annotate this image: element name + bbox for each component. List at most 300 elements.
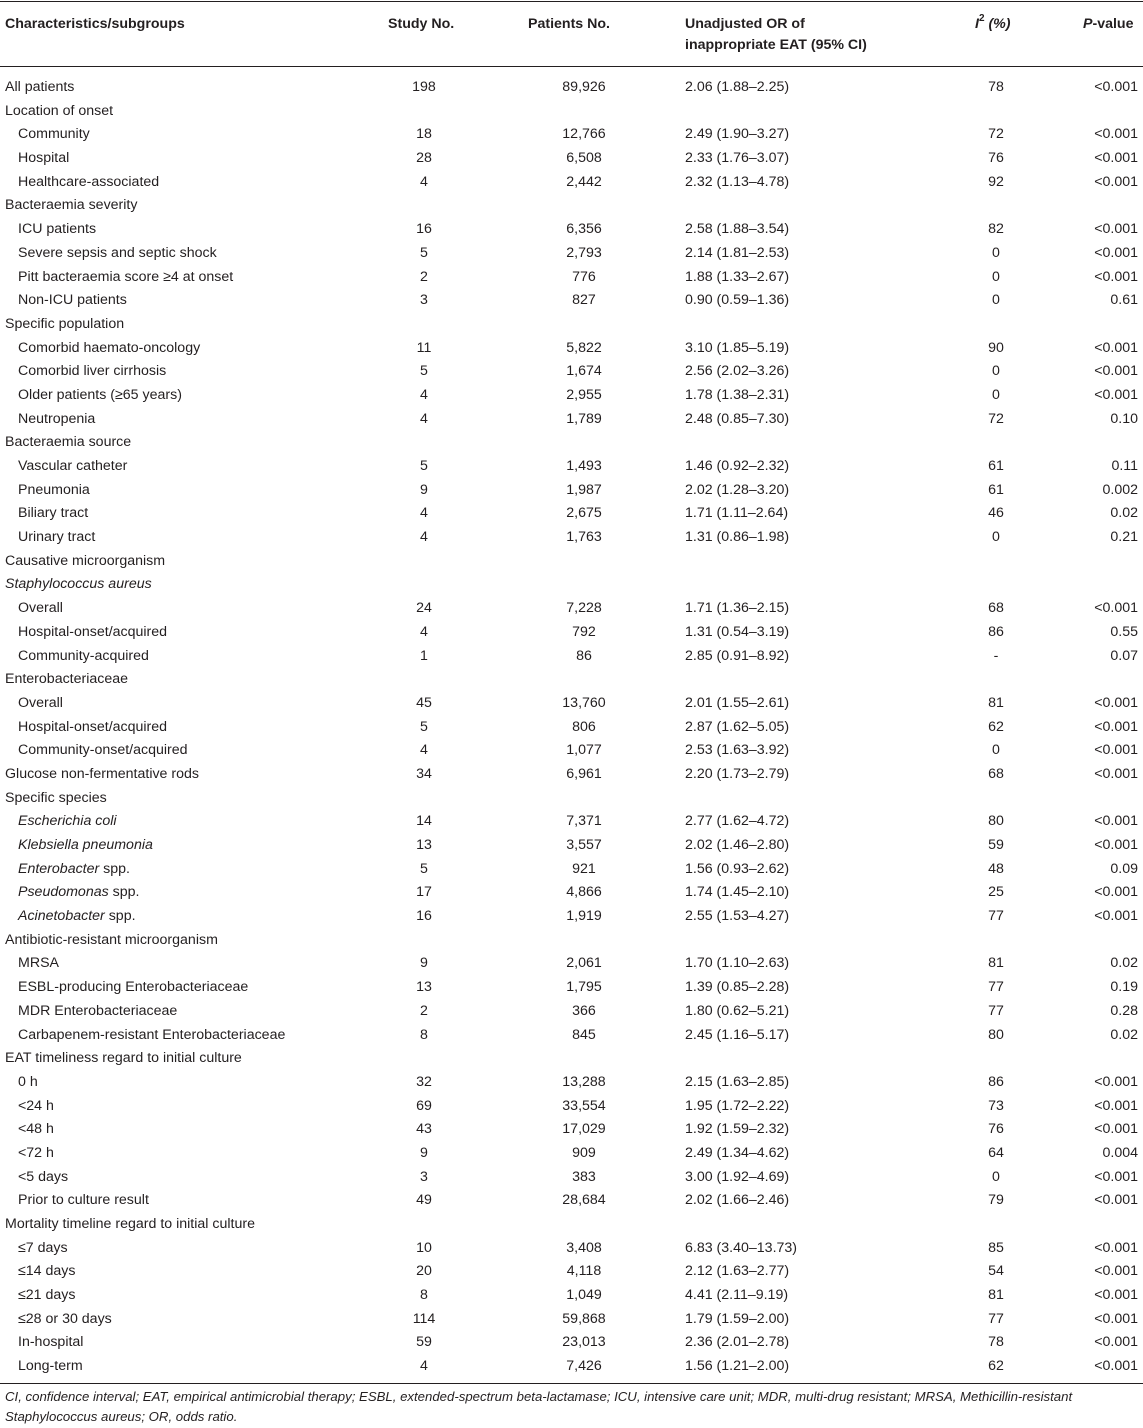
row-label-text: EAT timeliness regard to initial culture — [5, 1050, 242, 1067]
header-characteristics: Characteristics/subgroups — [5, 16, 185, 32]
cell-study-no: 20 — [416, 1263, 432, 1280]
cell-study-no: 1 — [420, 647, 428, 664]
row-label — [18, 716, 167, 740]
cell-p-value: <0.001 — [1094, 718, 1138, 735]
row-label-text: 0 h — [18, 1073, 38, 1090]
row-label-text: Non-ICU patients — [18, 292, 127, 309]
table-row — [0, 1000, 1143, 1024]
cell-unadjusted-or: 0.90 (0.59–1.36) — [685, 292, 790, 309]
cell-unadjusted-or: 1.71 (1.36–2.15) — [685, 600, 790, 617]
cell-study-no: 18 — [416, 126, 432, 143]
cell-p-value: <0.001 — [1094, 79, 1138, 95]
cell-p-value: <0.001 — [1094, 244, 1138, 261]
cell-unadjusted-or: 2.56 (2.02–3.26) — [685, 363, 790, 380]
cell-i2: 48 — [988, 860, 1004, 877]
table-row — [0, 1284, 1143, 1308]
table-row — [0, 550, 1143, 574]
cell-i2: 61 — [988, 458, 1004, 474]
cell-study-no: 32 — [416, 1073, 432, 1090]
cell-p-value: 0.21 — [1110, 529, 1138, 546]
cell-p-value: 0.61 — [1110, 292, 1138, 309]
cell-study-no: 4 — [420, 410, 428, 427]
cell-study-no: 9 — [420, 955, 428, 972]
row-label — [5, 431, 131, 455]
cell-p-value: 0.02 — [1110, 505, 1138, 522]
cell-study-no: 69 — [416, 1097, 432, 1114]
table-row — [0, 502, 1143, 526]
cell-unadjusted-or: 1.39 (0.85–2.28) — [685, 979, 790, 996]
cell-i2: 62 — [988, 1358, 1004, 1375]
header-patients-no: Patients No. — [528, 16, 610, 32]
cell-p-value: <0.001 — [1094, 1287, 1138, 1304]
cell-unadjusted-or: 2.14 (1.81–2.53) — [685, 244, 790, 261]
cell-unadjusted-or: 2.01 (1.55–2.61) — [685, 694, 790, 711]
cell-patients-no: 1,077 — [566, 742, 602, 759]
row-label — [18, 881, 139, 905]
row-label — [18, 408, 95, 432]
row-label-text: In-hospital — [18, 1334, 84, 1351]
cell-p-value: <0.001 — [1094, 813, 1138, 830]
cell-unadjusted-or: 2.20 (1.73–2.79) — [685, 765, 790, 782]
row-label-text: Glucose non-fermentative rods — [5, 765, 199, 782]
cell-p-value: <0.001 — [1094, 1358, 1138, 1375]
table-row — [0, 929, 1143, 953]
cell-unadjusted-or: 1.80 (0.62–5.21) — [685, 1002, 790, 1019]
row-label-text: Urinary tract — [18, 529, 96, 546]
table-row — [0, 716, 1143, 740]
cell-i2: - — [993, 647, 999, 664]
cell-patients-no: 2,955 — [566, 386, 602, 403]
cell-p-value: <0.001 — [1094, 126, 1138, 143]
cell-study-no: 24 — [416, 600, 432, 617]
cell-p-value: <0.001 — [1094, 1239, 1138, 1256]
row-label — [18, 218, 96, 242]
cell-p-value: <0.001 — [1094, 765, 1138, 782]
cell-unadjusted-or: 2.32 (1.13–4.78) — [685, 173, 790, 190]
row-label-text: Hospital-onset/acquired — [18, 623, 168, 640]
cell-study-no: 13 — [416, 837, 432, 853]
cell-unadjusted-or: 1.31 (0.54–3.19) — [685, 623, 790, 640]
cell-patients-no: 845 — [572, 1026, 596, 1043]
row-label — [18, 123, 90, 147]
header-or-line1: Unadjusted OR of — [685, 16, 805, 32]
cell-patients-no: 7,426 — [566, 1358, 602, 1375]
cell-i2: 68 — [988, 765, 1004, 782]
header-p-value — [1083, 14, 1133, 35]
row-label-text: Community — [18, 126, 90, 143]
cell-unadjusted-or: 4.41 (2.11–9.19) — [685, 1287, 789, 1304]
cell-i2: 78 — [988, 79, 1004, 95]
cell-study-no: 45 — [416, 694, 432, 711]
row-label-suffix: spp. — [99, 860, 130, 877]
row-label-text: ≤7 days — [18, 1239, 68, 1256]
cell-study-no: 9 — [420, 481, 428, 498]
cell-patients-no: 1,919 — [566, 908, 602, 925]
table-row — [0, 1047, 1143, 1071]
cell-i2: 46 — [988, 505, 1004, 522]
cell-patients-no: 2,442 — [566, 173, 602, 190]
table-row — [0, 1213, 1143, 1237]
row-label-suffix: spp. — [104, 908, 136, 925]
row-label — [18, 1142, 54, 1166]
row-label-text: MRSA — [18, 955, 59, 972]
row-label-text: ICU patients — [18, 221, 97, 238]
row-label-text: Carbapenem-resistant Enterobacteriaceae — [18, 1026, 286, 1043]
cell-patients-no: 6,508 — [566, 150, 602, 167]
row-label — [18, 1024, 285, 1048]
cell-p-value: <0.001 — [1094, 694, 1138, 711]
cell-i2: 90 — [988, 339, 1004, 356]
row-label — [18, 1095, 54, 1119]
cell-study-no: 49 — [416, 1192, 432, 1209]
cell-study-no: 2 — [420, 268, 428, 285]
cell-i2: 82 — [988, 221, 1004, 238]
table-row — [0, 905, 1143, 929]
cell-i2: 77 — [988, 1310, 1004, 1327]
table-row — [0, 810, 1143, 834]
table-row — [0, 692, 1143, 716]
cell-study-no: 3 — [420, 1168, 428, 1185]
cell-patients-no: 7,228 — [566, 600, 602, 617]
row-label-text: Pneumonia — [18, 481, 90, 498]
cell-unadjusted-or: 2.12 (1.63–2.77) — [685, 1263, 790, 1280]
cell-unadjusted-or: 2.49 (1.34–4.62) — [685, 1144, 790, 1161]
row-label — [5, 668, 128, 692]
row-label-text: <5 days — [18, 1168, 69, 1185]
cell-i2: 0 — [992, 363, 1000, 380]
cell-i2: 81 — [988, 1287, 1004, 1304]
header-p-rest: -value — [1092, 16, 1134, 32]
cell-study-no: 198 — [412, 79, 436, 95]
table-row — [0, 337, 1143, 361]
cell-i2: 79 — [988, 1192, 1004, 1209]
row-label — [5, 787, 107, 811]
cell-patients-no: 806 — [572, 718, 596, 735]
row-label — [18, 1071, 38, 1095]
cell-study-no: 34 — [416, 765, 432, 782]
row-label — [18, 1284, 75, 1308]
cell-unadjusted-or: 2.49 (1.90–3.27) — [685, 126, 790, 143]
table-row — [0, 1237, 1143, 1261]
cell-unadjusted-or: 2.36 (2.01–2.78) — [685, 1334, 790, 1351]
cell-i2: 76 — [988, 1121, 1004, 1138]
cell-study-no: 8 — [420, 1026, 428, 1043]
cell-unadjusted-or: 2.55 (1.53–4.27) — [685, 908, 790, 925]
cell-patients-no: 6,961 — [566, 765, 602, 782]
cell-patients-no: 776 — [572, 268, 596, 285]
row-label — [18, 1260, 75, 1284]
cell-study-no: 4 — [420, 1358, 428, 1375]
table-row — [0, 1166, 1143, 1190]
cell-i2: 72 — [988, 410, 1004, 427]
row-label-text: Location of onset — [5, 102, 114, 119]
row-label — [18, 479, 90, 503]
cell-patients-no: 28,684 — [562, 1192, 606, 1209]
row-label-text: Severe sepsis and septic shock — [18, 244, 217, 261]
cell-patients-no: 2,675 — [566, 505, 602, 522]
table-row — [0, 408, 1143, 432]
table-row — [0, 123, 1143, 147]
row-label — [18, 597, 63, 621]
cell-p-value: 0.55 — [1110, 623, 1138, 640]
cell-study-no: 11 — [416, 339, 432, 356]
row-label-text: Specific population — [5, 315, 125, 332]
row-label — [18, 858, 130, 882]
cell-study-no: 14 — [416, 813, 432, 830]
row-label — [18, 952, 59, 976]
cell-patients-no: 2,793 — [566, 244, 602, 261]
row-label-text: Overall — [18, 694, 63, 711]
cell-unadjusted-or: 1.95 (1.72–2.22) — [685, 1097, 790, 1114]
cell-unadjusted-or: 1.46 (0.92–2.32) — [685, 458, 790, 474]
row-label-text: Acinetobacter — [18, 908, 105, 925]
cell-i2: 80 — [988, 813, 1004, 830]
cell-patients-no: 1,763 — [566, 529, 602, 546]
cell-p-value: <0.001 — [1094, 600, 1138, 617]
row-label — [18, 1355, 83, 1379]
cell-p-value: 0.002 — [1102, 481, 1138, 498]
row-label — [18, 526, 95, 550]
row-label-text: <48 h — [18, 1121, 54, 1138]
row-label — [5, 1213, 255, 1237]
cell-patients-no: 86 — [576, 647, 592, 664]
cell-p-value: 0.02 — [1110, 955, 1138, 972]
table-row — [0, 384, 1143, 408]
cell-p-value: <0.001 — [1094, 339, 1138, 356]
cell-study-no: 5 — [420, 718, 428, 735]
row-label-text: Staphylococcus aureus — [5, 576, 152, 593]
cell-p-value: <0.001 — [1094, 386, 1138, 403]
table-row — [0, 573, 1143, 597]
cell-patients-no: 792 — [572, 623, 596, 640]
table-footnote: CI, confidence interval; EAT, empirical antimicrobial therapy; ESBL, extended-spectrum beta-lactamase; ICU, intensive care unit; MDR, multi-drug resistant; MRSA, Methicillin-resistant Staphylococcus aureus; OR, odds ratio. — [5, 1389, 1073, 1424]
cell-unadjusted-or: 1.70 (1.10–2.63) — [685, 955, 790, 972]
table-row — [0, 100, 1143, 124]
table-row — [0, 1118, 1143, 1142]
table-row — [0, 266, 1143, 290]
cell-p-value: <0.001 — [1094, 150, 1138, 167]
cell-patients-no: 23,013 — [562, 1334, 606, 1351]
cell-unadjusted-or: 2.02 (1.66–2.46) — [685, 1192, 790, 1209]
row-label — [18, 289, 127, 313]
cell-study-no: 4 — [420, 505, 428, 522]
table-row — [0, 1355, 1143, 1379]
row-label-text: Pitt bacteraemia score ≥4 at onset — [18, 268, 234, 285]
table-row — [0, 1331, 1143, 1355]
cell-i2: 86 — [988, 623, 1004, 640]
table-body — [0, 76, 1143, 1379]
cell-p-value: <0.001 — [1094, 884, 1138, 901]
table-row — [0, 621, 1143, 645]
row-label — [18, 502, 88, 526]
row-label — [18, 1166, 68, 1190]
cell-patients-no: 12,766 — [562, 126, 606, 143]
cell-study-no: 13 — [416, 979, 432, 996]
cell-p-value: <0.001 — [1094, 1263, 1138, 1280]
cell-i2: 54 — [988, 1263, 1004, 1280]
table-row — [0, 1260, 1143, 1284]
row-label-text: <72 h — [18, 1144, 54, 1161]
cell-i2: 76 — [988, 150, 1004, 167]
cell-patients-no: 4,866 — [566, 884, 602, 901]
cell-i2: 72 — [988, 126, 1004, 143]
cell-patients-no: 1,795 — [566, 979, 602, 996]
cell-patients-no: 5,822 — [566, 339, 602, 356]
row-label-text: Mortality timeline regard to initial culture — [5, 1216, 255, 1232]
cell-i2: 86 — [988, 1073, 1004, 1090]
cell-unadjusted-or: 1.56 (1.21–2.00) — [685, 1358, 790, 1375]
row-label — [18, 384, 182, 408]
table-header-rule — [0, 66, 1143, 67]
cell-i2: 77 — [988, 1002, 1004, 1019]
cell-patients-no: 1,049 — [566, 1287, 602, 1304]
table-row — [0, 787, 1143, 811]
row-label-text: Escherichia coli — [18, 813, 117, 830]
table-row — [0, 194, 1143, 218]
header-i2-symbol: I — [975, 16, 979, 32]
cell-unadjusted-or: 2.02 (1.46–2.80) — [685, 837, 790, 853]
row-label — [18, 905, 136, 929]
cell-patients-no: 1,674 — [566, 363, 602, 380]
row-label — [18, 337, 200, 361]
cell-i2: 81 — [988, 694, 1004, 711]
cell-unadjusted-or: 2.33 (1.76–3.07) — [685, 150, 790, 167]
header-i2 — [975, 14, 1011, 35]
table-row — [0, 360, 1143, 384]
table-row — [0, 858, 1143, 882]
cell-unadjusted-or: 1.31 (0.86–1.98) — [685, 529, 790, 546]
cell-p-value: <0.001 — [1094, 1073, 1138, 1090]
cell-patients-no: 1,493 — [566, 458, 602, 474]
cell-study-no: 5 — [420, 860, 428, 877]
row-label-text: Comorbid haemato-oncology — [18, 339, 201, 356]
row-label — [18, 147, 69, 171]
header-i2-unit: (%) — [984, 16, 1011, 32]
cell-i2: 78 — [988, 1334, 1004, 1351]
cell-unadjusted-or: 1.79 (1.59–2.00) — [685, 1310, 790, 1327]
cell-unadjusted-or: 2.77 (1.62–4.72) — [685, 813, 790, 830]
table-row — [0, 834, 1143, 858]
row-label — [5, 763, 199, 787]
row-label-text: Bacteraemia source — [5, 434, 132, 451]
cell-patients-no: 3,408 — [566, 1239, 602, 1256]
cell-p-value: 0.10 — [1110, 410, 1138, 427]
cell-study-no: 4 — [420, 742, 428, 759]
cell-study-no: 4 — [420, 386, 428, 403]
table-row — [0, 431, 1143, 455]
cell-p-value: <0.001 — [1094, 221, 1138, 238]
row-label-text: All patients — [5, 79, 75, 95]
table-top-rule — [0, 1, 1143, 2]
row-label-text: Enterobacteriaceae — [5, 671, 129, 688]
cell-study-no: 5 — [420, 363, 428, 380]
row-label — [18, 455, 127, 479]
cell-p-value: <0.001 — [1094, 1121, 1138, 1138]
header-unadjusted-or — [685, 14, 867, 56]
table-row — [0, 242, 1143, 266]
cell-p-value: 0.19 — [1110, 979, 1138, 996]
cell-i2: 64 — [988, 1144, 1004, 1161]
cell-unadjusted-or: 1.78 (1.38–2.31) — [685, 386, 790, 403]
table-row — [0, 952, 1143, 976]
cell-unadjusted-or: 6.83 (3.40–13.73) — [685, 1239, 798, 1256]
row-label-text: Community-onset/acquired — [18, 742, 188, 759]
cell-p-value: <0.001 — [1094, 1168, 1138, 1185]
cell-study-no: 4 — [420, 529, 428, 546]
cell-patients-no: 33,554 — [562, 1097, 606, 1114]
cell-unadjusted-or: 1.74 (1.45–2.10) — [685, 884, 790, 901]
row-label — [18, 1308, 112, 1332]
cell-patients-no: 89,926 — [562, 79, 606, 95]
row-label-text: Neutropenia — [18, 410, 96, 427]
row-label-text: ESBL-producing Enterobacteriaceae — [18, 979, 249, 996]
cell-study-no: 16 — [416, 908, 432, 925]
table-row — [0, 455, 1143, 479]
cell-patients-no: 1,789 — [566, 410, 602, 427]
cell-patients-no: 13,288 — [562, 1073, 606, 1090]
cell-unadjusted-or: 3.10 (1.85–5.19) — [685, 339, 790, 356]
cell-p-value: 0.02 — [1110, 1026, 1138, 1043]
table-row — [0, 479, 1143, 503]
cell-study-no: 43 — [416, 1121, 432, 1138]
cell-patients-no: 3,557 — [566, 837, 602, 853]
cell-i2: 0 — [992, 268, 1000, 285]
row-label-text: Vascular catheter — [18, 458, 128, 474]
row-label — [18, 1331, 83, 1355]
cell-study-no: 5 — [420, 458, 428, 474]
row-label-text: Klebsiella pneumonia — [18, 837, 153, 853]
cell-study-no: 114 — [412, 1310, 436, 1327]
cell-patients-no: 6,356 — [566, 221, 602, 238]
cell-study-no: 59 — [416, 1334, 432, 1351]
row-label — [18, 360, 166, 384]
table-row — [0, 1308, 1143, 1332]
cell-unadjusted-or: 2.06 (1.88–2.25) — [685, 79, 790, 95]
row-label-text: Pseudomonas — [18, 884, 109, 901]
cell-p-value: <0.001 — [1094, 1310, 1138, 1327]
cell-i2: 59 — [988, 837, 1004, 853]
row-label-text: MDR Enterobacteriaceae — [18, 1002, 178, 1019]
cell-unadjusted-or: 3.00 (1.92–4.69) — [685, 1168, 790, 1185]
cell-patients-no: 7,371 — [566, 813, 602, 830]
cell-i2: 73 — [988, 1097, 1004, 1114]
table-row — [0, 597, 1143, 621]
row-label — [18, 1000, 177, 1024]
cell-p-value: <0.001 — [1094, 1097, 1138, 1114]
table-row — [0, 1071, 1143, 1095]
cell-study-no: 9 — [420, 1144, 428, 1161]
header-or-line2: inappropriate EAT (95% CI) — [685, 37, 867, 53]
cell-i2: 25 — [988, 884, 1004, 901]
row-label-text: Comorbid liver cirrhosis — [18, 363, 167, 380]
row-label-text: Community-acquired — [18, 647, 149, 664]
cell-study-no: 17 — [416, 884, 432, 901]
cell-unadjusted-or: 2.02 (1.28–3.20) — [685, 481, 790, 498]
cell-patients-no: 921 — [572, 860, 596, 877]
row-label — [5, 1047, 242, 1071]
row-label — [18, 621, 167, 645]
row-label-text: ≤28 or 30 days — [18, 1310, 112, 1327]
row-label-suffix: spp. — [108, 884, 140, 901]
table-row — [0, 763, 1143, 787]
table-row — [0, 1142, 1143, 1166]
cell-i2: 80 — [988, 1026, 1004, 1043]
cell-patients-no: 17,029 — [562, 1121, 606, 1138]
row-label — [5, 550, 165, 574]
row-label-text: Overall — [18, 600, 63, 617]
row-label — [5, 929, 218, 953]
cell-study-no: 4 — [420, 173, 428, 190]
